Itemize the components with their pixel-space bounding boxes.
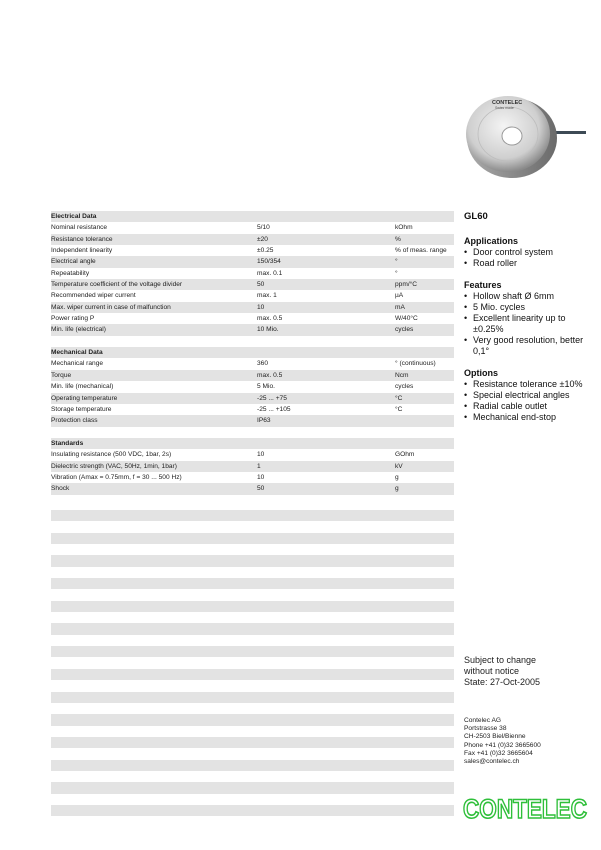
- param-value: 10: [257, 303, 265, 311]
- param-unit: kOhm: [395, 224, 413, 232]
- param-label: Operating temperature: [51, 394, 118, 402]
- list-item: • Radial cable outlet: [464, 401, 589, 412]
- options-title: Options: [464, 368, 498, 378]
- param-label: Dielectric strength (VAC, 50Hz, 1min, 1bar): [51, 462, 177, 470]
- features-list: [464, 291, 589, 357]
- empty-row: [51, 805, 454, 816]
- param-label: Independent linearity: [51, 247, 113, 255]
- param-label: Torque: [51, 371, 72, 379]
- empty-row: [51, 623, 454, 634]
- empty-row: [51, 737, 454, 748]
- param-value: 1: [257, 462, 261, 470]
- param-label: Insulating resistance (500 VDC, 1bar, 2s): [51, 451, 172, 459]
- section-title: Electrical Data: [51, 213, 97, 220]
- table-row: [51, 461, 454, 472]
- list-item: • Special electrical angles: [464, 390, 589, 401]
- table-row: [51, 449, 454, 460]
- param-label: Resistance tolerance: [51, 235, 113, 243]
- param-value: max. 1: [257, 292, 277, 300]
- param-label: Min. life (electrical): [51, 326, 106, 334]
- param-unit: Ncm: [395, 371, 409, 379]
- mechanical-header-row: [51, 347, 454, 358]
- param-label: Electrical angle: [51, 258, 96, 266]
- param-unit: mA: [395, 303, 405, 311]
- param-unit: ° (continuous): [395, 360, 436, 368]
- company-name: Contelec AG: [464, 717, 502, 724]
- product-sub-text: Swiss made: [495, 106, 514, 110]
- param-unit: W/40°C: [395, 315, 418, 323]
- param-unit: g: [395, 485, 399, 493]
- empty-table-stripes: [51, 510, 454, 828]
- table-row: [51, 370, 454, 381]
- param-unit: cycles: [395, 383, 414, 391]
- empty-row: [51, 533, 454, 544]
- param-value: 50: [257, 485, 265, 493]
- param-label: Mechanical range: [51, 360, 104, 368]
- param-value: 5/10: [257, 224, 270, 232]
- param-label: Min. life (mechanical): [51, 383, 114, 391]
- table-row: [51, 256, 454, 267]
- table-row: [51, 483, 454, 494]
- param-value: 360: [257, 360, 269, 368]
- param-unit: %: [395, 235, 401, 243]
- param-label: Repeatability: [51, 269, 90, 277]
- empty-row: [51, 510, 454, 521]
- param-label: Power rating P: [51, 315, 95, 323]
- electrical-header-row: [51, 211, 454, 222]
- table-row: [51, 381, 454, 392]
- param-value: -25 ... +105: [257, 405, 291, 413]
- table-row: [51, 290, 454, 301]
- table-row: [51, 268, 454, 279]
- notice-line: without notice: [464, 666, 520, 676]
- param-unit: % of meas. range: [395, 247, 447, 255]
- section-title: Standards: [51, 439, 84, 447]
- city: CH-2503 Biel/Bienne: [464, 733, 526, 741]
- param-value: ±0.25: [257, 247, 274, 255]
- table-row: [51, 393, 454, 404]
- param-unit: g: [395, 473, 399, 481]
- param-value: max. 0.1: [257, 269, 283, 277]
- empty-row: [51, 601, 454, 612]
- spacer-row: [51, 336, 454, 347]
- list-item: • Very good resolution, better 0,1°: [464, 335, 589, 357]
- options-list: [464, 379, 589, 423]
- param-unit: kV: [395, 462, 403, 470]
- spacer-row: [51, 427, 454, 438]
- param-unit: °: [395, 269, 398, 277]
- list-item: • Door control system: [464, 247, 589, 258]
- param-value: -25 ... +75: [257, 394, 287, 402]
- param-value: 10: [257, 473, 265, 481]
- empty-row: [51, 578, 454, 589]
- empty-row: [51, 782, 454, 793]
- table-row: [51, 324, 454, 335]
- param-label: Protection class: [51, 417, 98, 425]
- list-item: • Hollow shaft Ø 6mm: [464, 291, 589, 302]
- empty-row: [51, 646, 454, 657]
- standards-header-row: [51, 438, 454, 449]
- empty-row: [51, 669, 454, 680]
- contelec-logo: [463, 792, 588, 824]
- right-column: [464, 211, 589, 434]
- param-label: Temperature coefficient of the voltage divider: [51, 281, 183, 289]
- table-row: [51, 222, 454, 233]
- param-unit: ppm/°C: [395, 281, 418, 289]
- param-value: IP63: [257, 417, 271, 425]
- product-brand-text: CONTELEC: [492, 100, 523, 106]
- spec-table: [51, 211, 454, 495]
- param-value: 10: [257, 451, 265, 459]
- list-item: • 5 Mio. cycles: [464, 302, 589, 313]
- param-label: Shock: [51, 485, 70, 493]
- phone: Phone +41 (0)32 3665600: [464, 741, 541, 749]
- product-image: [462, 88, 586, 180]
- table-row: [51, 279, 454, 290]
- param-label: Storage temperature: [51, 405, 112, 413]
- table-row: [51, 302, 454, 313]
- table-row: [51, 472, 454, 483]
- param-value: ±20: [257, 235, 268, 243]
- notice-date: State: 27-Oct-2005: [464, 677, 541, 687]
- table-row: [51, 234, 454, 245]
- logo-text: CONTELEC: [463, 794, 587, 824]
- param-unit: µA: [395, 292, 404, 300]
- table-row: [51, 404, 454, 415]
- table-row: [51, 358, 454, 369]
- table-row: [51, 415, 454, 426]
- street: Portstrasse 38: [464, 725, 507, 733]
- fax: Fax +41 (0)32 3665604: [464, 749, 533, 757]
- email-link[interactable]: sales@contelec.ch: [464, 758, 520, 766]
- empty-row: [51, 555, 454, 566]
- applications-title: Applications: [464, 236, 519, 246]
- param-value: 5 Mio.: [257, 383, 275, 391]
- param-unit: GOhm: [395, 451, 415, 459]
- list-item: • Excellent linearity up to ±0.25%: [464, 313, 589, 335]
- param-unit: °C: [395, 394, 403, 402]
- list-item: • Road roller: [464, 258, 589, 269]
- param-value: 10 Mio.: [257, 326, 279, 334]
- param-value: max. 0.5: [257, 371, 283, 379]
- empty-row: [51, 714, 454, 725]
- change-notice: [464, 655, 589, 688]
- table-row: [51, 313, 454, 324]
- param-value: max. 0.5: [257, 315, 283, 323]
- section-title: Mechanical Data: [51, 349, 103, 357]
- empty-row: [51, 760, 454, 771]
- notice-line: Subject to change: [464, 655, 537, 665]
- param-unit: cycles: [395, 326, 414, 334]
- list-item: • Mechanical end-stop: [464, 412, 589, 423]
- param-label: Recommended wiper current: [51, 292, 136, 300]
- features-title: Features: [464, 280, 502, 290]
- empty-row: [51, 692, 454, 703]
- param-value: 50: [257, 281, 265, 289]
- list-item: • Resistance tolerance ±10%: [464, 379, 589, 390]
- param-unit: °C: [395, 405, 403, 413]
- applications-list: [464, 247, 589, 269]
- param-label: Vibration (Amax = 0.75mm, f = 30 ... 500 Hz): [51, 473, 182, 481]
- param-label: Max. wiper current in case of malfunction: [51, 303, 171, 311]
- company-address: [464, 717, 589, 766]
- table-row: [51, 245, 454, 256]
- param-label: Nominal resistance: [51, 224, 108, 232]
- param-unit: °: [395, 258, 398, 266]
- param-value: 150/354: [257, 258, 281, 266]
- model-name: GL60: [464, 211, 488, 222]
